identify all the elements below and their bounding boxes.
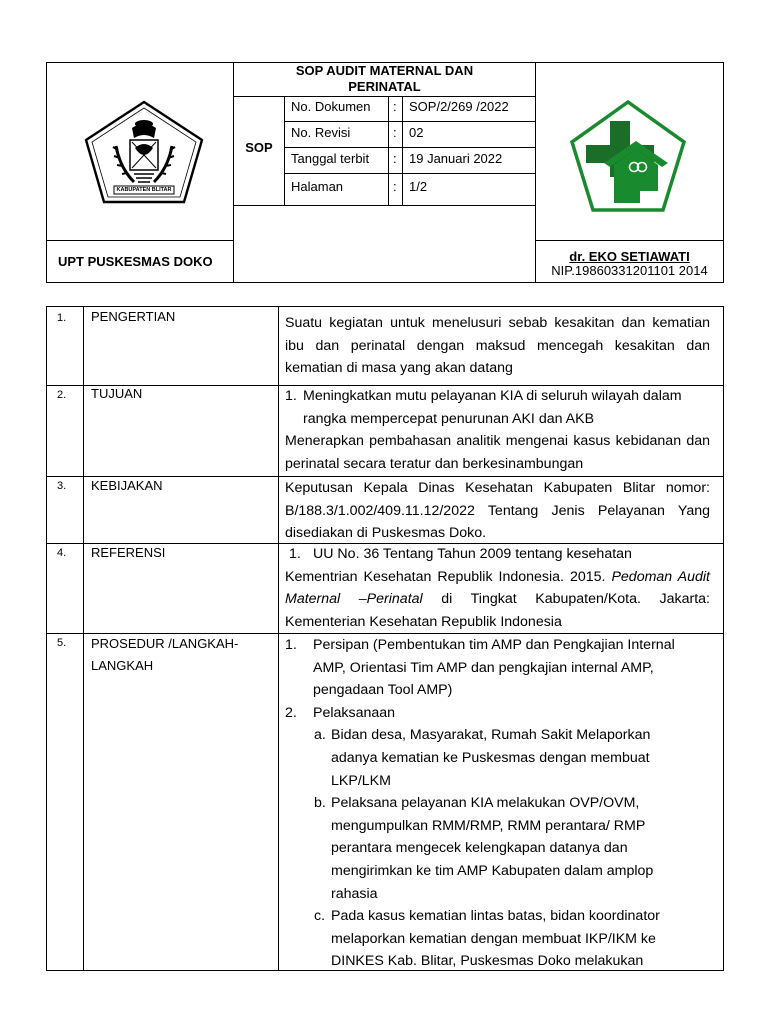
row-label-tujuan: TUJUAN	[91, 386, 143, 401]
row-label-kebijakan: KEBIJAKAN	[91, 478, 163, 493]
doc-value-date: 19 Januari 2022	[409, 151, 503, 166]
label-col-divider	[388, 96, 389, 206]
list-item-text: UU No. 36 Tentang Tahun 2009 tentang kesehatan	[313, 546, 632, 562]
doc-value-revision: 02	[409, 125, 424, 140]
row-number: 3.	[57, 480, 67, 492]
row-label-pengertian: PENGERTIAN	[91, 309, 176, 324]
row-label-prosedur	[91, 633, 238, 677]
title-line-2: PERINATAL	[348, 79, 421, 94]
doc-sep-revision: :	[393, 125, 397, 140]
sub-list-marker: b.	[314, 795, 326, 812]
row-number: 4.	[57, 547, 67, 559]
row-content-referensi	[285, 543, 710, 633]
sub-list-item	[285, 724, 710, 792]
content-col-divider-2	[278, 306, 279, 971]
org-name: UPT PUSKESMAS DOKO	[58, 254, 213, 269]
header-right-border	[723, 62, 724, 283]
row-content-prosedur	[285, 634, 710, 973]
header-left-row-divider	[46, 240, 234, 241]
reference-entry	[285, 566, 710, 634]
kabupaten-blitar-logo	[80, 98, 208, 208]
logo-caption: KABUPATEN BLITAR	[116, 187, 172, 193]
list-item	[285, 543, 710, 566]
doc-row-divider-3	[284, 173, 536, 174]
content-left-border	[46, 306, 47, 971]
signatory-name: dr. EKO SETIAWATI	[569, 249, 690, 264]
puskesmas-logo	[568, 99, 688, 215]
list-item-text: Meningkatkan mutu pelayanan KIA di seluruh wilayah dalam rangka mempercepat penurunan AKI dan AKB	[303, 388, 682, 427]
doc-label-page: Halaman	[291, 179, 344, 194]
doc-label-number: No. Dokumen	[291, 99, 371, 114]
list-item-text: Persipan (Pembentukan tim AMP dan Pengkajian Internal AMP, Orientasi Tim AMP dan pengkajian internal AMP, pengadaan Tool AMP)	[313, 637, 675, 699]
sub-list-item	[285, 905, 710, 973]
row-text-kebijakan: Keputusan Kepala Dinas Kesehatan Kabupaten Blitar nomor: B/188.3/1.002/409.11.12/2022 Tentang Jenis Pelayanan Yang disediakan di Puskesmas Doko.	[285, 480, 710, 542]
row-number: 2.	[57, 389, 67, 401]
doc-value-page: 1/2	[409, 179, 428, 194]
sub-list-item-text: Pada kasus kematian lintas batas, bidan koordinator melaporkan kematian dengan membuat IKP/IKM ke DINKES Kab. Blitar, Puskesmas Doko melakukan	[331, 908, 660, 970]
list-marker: 1.	[289, 546, 301, 562]
sub-list-item	[285, 792, 710, 905]
doc-table-bottom	[233, 205, 536, 206]
list-marker: 1.	[285, 637, 297, 653]
doc-label-date: Tanggal terbit	[291, 151, 370, 166]
list-item	[285, 634, 710, 702]
row-text-pengertian: Suatu kegiatan untuk menelusuri sebab kesakitan dan kematian ibu dan perinatal dengan maksud mencegah kesakitan dan kematian di masa yang akan datang	[285, 315, 710, 377]
row-label-line: PROSEDUR /LANGKAH-	[91, 636, 239, 651]
doc-sep-number: :	[393, 99, 397, 114]
header-bottom-border	[46, 282, 724, 283]
sub-list-marker: a.	[314, 727, 326, 744]
title-line-1: SOP AUDIT MATERNAL DAN	[295, 63, 474, 78]
header-right-row-divider	[535, 240, 724, 241]
sub-list-item-text: Bidan desa, Masyarakat, Rumah Sakit Melaporkan adanya kematian ke Puskesmas dengan membuat LKP/LKM	[331, 727, 651, 789]
sop-col-divider	[284, 96, 285, 206]
page-title	[234, 63, 535, 95]
list-marker: 2.	[285, 704, 297, 721]
title-divider	[233, 96, 536, 97]
doc-sep-page: :	[393, 179, 397, 194]
row-label-line: LANGKAH	[91, 658, 154, 673]
sub-list-marker: c.	[314, 908, 326, 925]
header-left-border	[46, 62, 47, 283]
list-item	[285, 702, 710, 725]
row-content-tujuan	[285, 385, 710, 475]
signatory-nip: NIP.19860331201101 2014	[551, 263, 708, 278]
content-col-divider-1	[83, 306, 84, 971]
doc-sep-date: :	[393, 151, 397, 166]
reference-text: di Tingkat Kabupaten/Kota. Jakarta: Kementerian Kesehatan Republik Indonesia	[285, 591, 710, 630]
list-item-text: Pelaksanaan	[313, 704, 396, 721]
reference-title: Pedoman Audit Maternal –Perinatal	[285, 568, 710, 608]
paragraph: Menerapkan pembahasan analitik mengenai kasus kebidanan dan perinatal secara teratur dan berkesinambungan	[285, 433, 710, 472]
doc-value-number: SOP/2/269 /2022	[409, 99, 509, 114]
sep-col-divider	[402, 96, 403, 206]
row-number: 1.	[57, 312, 67, 324]
list-marker: 1.	[285, 388, 297, 404]
doc-row-divider-1	[284, 121, 536, 122]
reference-text: Kementrian Kesehatan Republik Indonesia. 2015.	[285, 568, 612, 585]
row-number: 5.	[57, 637, 67, 649]
doc-label-revision: No. Revisi	[291, 125, 351, 140]
sub-list-item-text: Pelaksana pelayanan KIA melakukan OVP/OVM, mengumpulkan RMM/RMP, RMM perantara/ RMP perantara mengecek kelengkapan datanya dan mengirimkan ke tim AMP Kabupaten dalam amplop rahasia	[331, 795, 654, 902]
sop-label: SOP	[245, 140, 273, 155]
content-right-border	[723, 306, 724, 971]
row-label-referensi: REFERENSI	[91, 545, 166, 560]
list-item	[285, 385, 710, 430]
doc-row-divider-2	[284, 147, 536, 148]
